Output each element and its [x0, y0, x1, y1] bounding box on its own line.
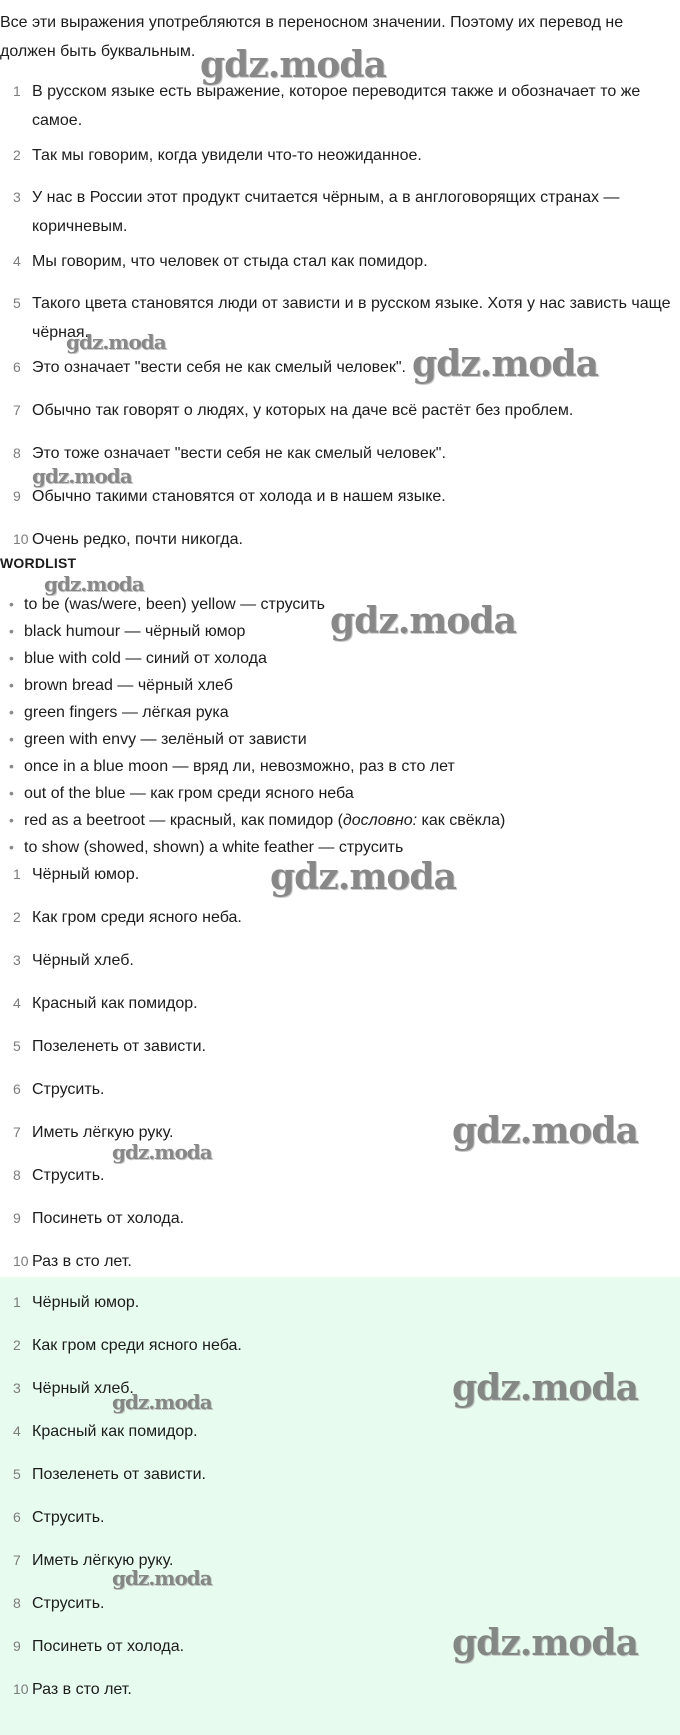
item-text: Как гром среди ясного неба.	[32, 909, 242, 926]
item-text: Красный как помидор.	[32, 995, 198, 1012]
wordlist-text: out of the blue — как гром среди ясного неба	[24, 785, 354, 802]
item-text: Так мы говорим, когда увидели что-то неожиданное.	[32, 147, 422, 164]
wordlist-text: to be (was/were, been) yellow — струсить	[24, 596, 326, 613]
watermark: gdz.moda	[112, 1566, 212, 1590]
watermark: gdz.moda	[452, 1110, 638, 1152]
item-text: Чёрный юмор.	[32, 1294, 140, 1311]
item-number: 1	[13, 1294, 21, 1310]
watermark: gdz.moda	[112, 1390, 212, 1414]
item-number: 7	[13, 1552, 21, 1568]
wordlist-text-part: red as a beetroot — красный, как помидор (	[24, 812, 343, 829]
watermark: gdz.moda	[32, 464, 132, 488]
wordlist-title: WORDLIST	[0, 555, 77, 571]
item-number: 3	[13, 189, 21, 205]
item-number: 8	[13, 1167, 21, 1183]
bullet: •	[9, 623, 14, 639]
item-number: 10	[13, 1681, 29, 1697]
bullet: •	[9, 812, 14, 828]
intro-text: Все эти выражения употребляются в переносном значении. Поэтому их перевод не должен быть буквальным.	[0, 14, 624, 60]
bullet: •	[9, 704, 14, 720]
item-text: Обычно такими становятся от холода и в нашем языке.	[32, 488, 446, 505]
item-text: Чёрный хлеб.	[32, 952, 134, 969]
bullet: •	[9, 650, 14, 666]
item-text: Струсить.	[32, 1595, 105, 1612]
item-text: Позеленеть от зависти.	[32, 1038, 206, 1055]
item-text: Такого цвета становятся люди от зависти и в русском языке. Хотя у нас зависть чаще чёрная.	[32, 295, 671, 341]
item-number: 1	[13, 866, 21, 882]
wordlist-text: blue with cold — синий от холода	[24, 650, 267, 667]
wordlist-text-part: как свёкла)	[417, 812, 506, 829]
wordlist-text: brown bread — чёрный хлеб	[24, 677, 233, 694]
watermark: gdz.moda	[412, 343, 598, 385]
bullet: •	[9, 785, 14, 801]
item-number: 5	[13, 295, 21, 311]
item-number: 2	[13, 1337, 21, 1353]
item-number: 8	[13, 1595, 21, 1611]
item-text: Посинеть от холода.	[32, 1638, 185, 1655]
item-text: Мы говорим, что человек от стыда стал как помидор.	[32, 253, 428, 270]
item-text: Красный как помидор.	[32, 1423, 198, 1440]
item-text: Чёрный юмор.	[32, 866, 140, 883]
item-number: 6	[13, 1081, 21, 1097]
item-text: У нас в России этот продукт считается чёрным, а в англоговорящих странах — коричневым.	[32, 189, 620, 235]
item-number: 2	[13, 909, 21, 925]
item-number: 5	[13, 1038, 21, 1054]
bullet: •	[9, 758, 14, 774]
item-text: Обычно так говорят о людях, у которых на даче всё растёт без проблем.	[32, 402, 574, 419]
wordlist-text-emphasis: дословно:	[342, 812, 418, 829]
bullet: •	[9, 839, 14, 855]
watermark: gdz.moda	[270, 856, 456, 898]
wordlist-text: black humour — чёрный юмор	[24, 623, 246, 640]
item-text: Это тоже означает "вести себя не как смелый человек".	[32, 445, 446, 462]
wordlist-text: green with envy — зелёный от зависти	[24, 731, 307, 748]
item-number: 9	[13, 488, 21, 504]
item-number: 6	[13, 359, 21, 375]
item-text: Это означает "вести себя не как смелый человек".	[32, 359, 406, 376]
item-number: 4	[13, 995, 21, 1011]
item-text: Струсить.	[32, 1509, 105, 1526]
item-text: В русском языке есть выражение, которое переводится также и обозначает то же самое.	[32, 83, 641, 129]
item-text: Иметь лёгкую руку.	[32, 1552, 174, 1569]
watermark: gdz.moda	[200, 44, 386, 86]
wordlist-text	[24, 807, 505, 834]
item-text: Посинеть от холода.	[32, 1210, 185, 1227]
item-text: Раз в сто лет.	[32, 1253, 132, 1270]
watermark: gdz.moda	[452, 1367, 638, 1409]
item-text: Струсить.	[32, 1167, 105, 1184]
item-number: 5	[13, 1466, 21, 1482]
wordlist-text: green fingers — лёгкая рука	[24, 704, 229, 721]
watermark: gdz.moda	[66, 330, 166, 354]
item-number: 2	[13, 147, 21, 163]
bullet: •	[9, 731, 14, 747]
item-text: Чёрный хлеб.	[32, 1380, 134, 1397]
watermark: gdz.moda	[452, 1622, 638, 1664]
item-number: 3	[13, 1380, 21, 1396]
item-number: 10	[13, 531, 29, 547]
watermark: gdz.moda	[112, 1140, 212, 1164]
item-number: 9	[13, 1638, 21, 1654]
watermark: gdz.moda	[330, 600, 516, 642]
item-number: 6	[13, 1509, 21, 1525]
bullet: •	[9, 677, 14, 693]
item-text: Раз в сто лет.	[32, 1681, 132, 1698]
wordlist-text: once in a blue moon — вряд ли, невозможно, раз в сто лет	[24, 758, 455, 775]
item-text: Очень редко, почти никогда.	[32, 531, 243, 548]
item-number: 3	[13, 952, 21, 968]
item-number: 1	[13, 83, 21, 99]
item-number: 4	[13, 1423, 21, 1439]
item-number: 7	[13, 402, 21, 418]
watermark: gdz.moda	[44, 572, 144, 596]
item-number: 9	[13, 1210, 21, 1226]
item-number: 8	[13, 445, 21, 461]
bullet: •	[9, 596, 14, 612]
item-number: 7	[13, 1124, 21, 1140]
item-number: 10	[13, 1253, 29, 1269]
item-number: 4	[13, 253, 21, 269]
wordlist-text: to show (showed, shown) a white feather — струсить	[24, 839, 404, 856]
item-text: Иметь лёгкую руку.	[32, 1124, 174, 1141]
item-text: Позеленеть от зависти.	[32, 1466, 206, 1483]
item-text: Как гром среди ясного неба.	[32, 1337, 242, 1354]
item-text: Струсить.	[32, 1081, 105, 1098]
